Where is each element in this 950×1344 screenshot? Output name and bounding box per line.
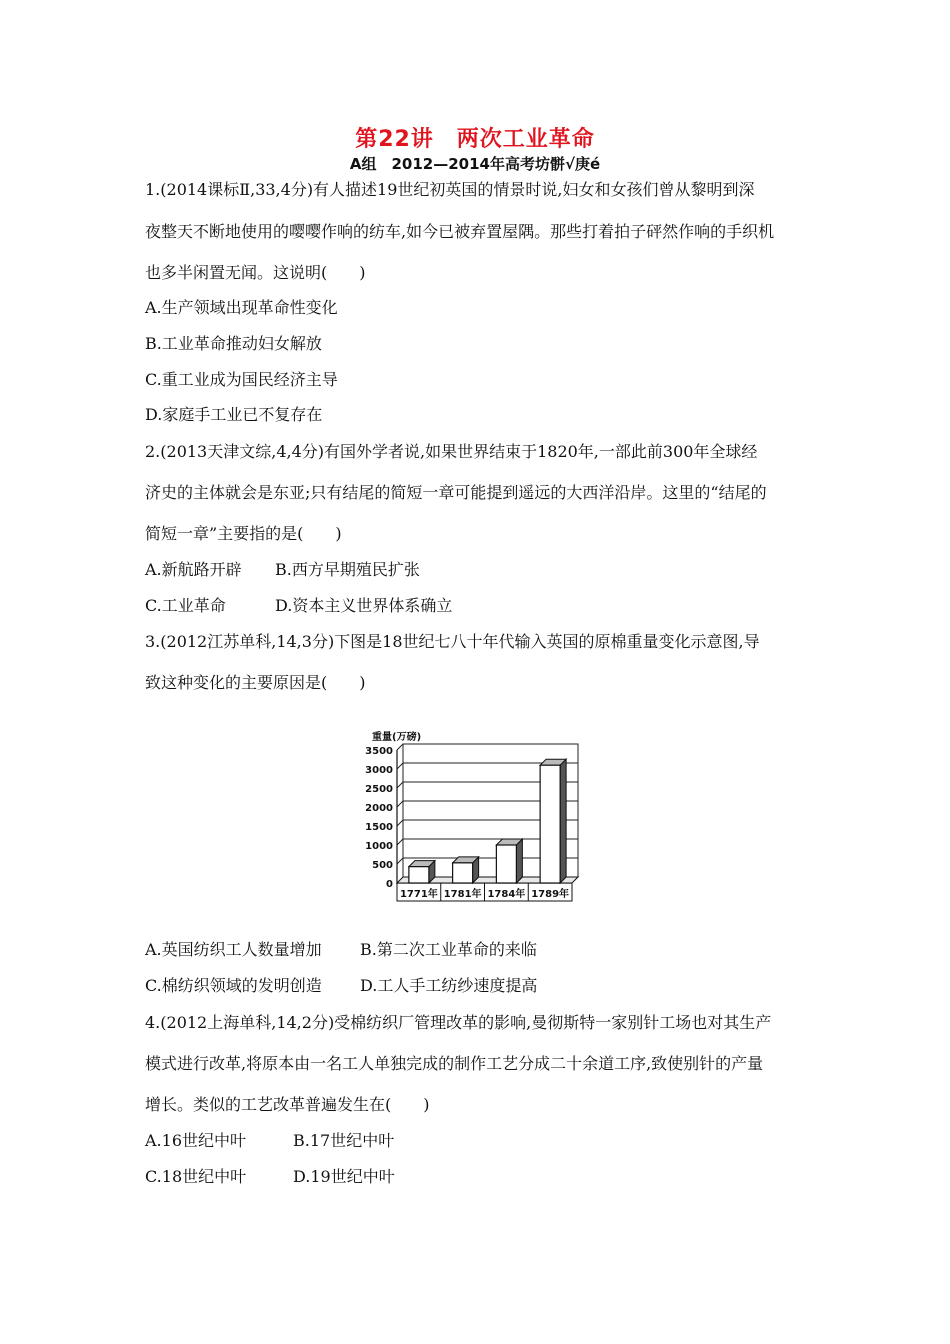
y-tick-label: 3000: [365, 765, 393, 776]
question-1-option-c: C.重工业成为国民经济主导: [145, 370, 338, 389]
y-tick-label: 500: [372, 860, 393, 871]
x-tick-label: 1789年: [531, 889, 570, 900]
question-4-line-2: 模式进行改革,将原本由一名工人单独完成的制作工艺分成二十余道工序,致使别针的产量: [145, 1054, 764, 1073]
question-1-line-1: 1.(2014课标Ⅱ,33,4分)有人描述19世纪初英国的情景时说,妇女和女孩们曾从黎明到深: [145, 180, 755, 199]
gridline-side: [397, 839, 403, 845]
bar: [496, 845, 516, 883]
gridline-side: [397, 820, 403, 826]
chart-svg: [360, 726, 590, 904]
y-axis-label: 重量(万磅): [372, 732, 422, 743]
question-2-option-a: A.新航路开辟: [145, 560, 242, 579]
x-tick-label: 1781年: [443, 889, 482, 900]
x-tick-label: 1771年: [399, 889, 438, 900]
y-tick-label: 0: [386, 879, 393, 890]
y-tick-label: 3500: [365, 746, 393, 757]
question-4-option-b: B.17世纪中叶: [293, 1131, 395, 1150]
cotton-import-chart: [360, 726, 590, 904]
y-tick-label: 2000: [365, 803, 393, 814]
x-tick-label: 1784年: [487, 889, 526, 900]
question-4-line-3: 增长。类似的工艺改革普遍发生在( ): [145, 1095, 430, 1114]
y-tick-label: 1500: [365, 822, 393, 833]
y-tick-label: 2500: [365, 784, 393, 795]
question-2-line-3: 简短一章”主要指的是( ): [145, 524, 342, 543]
question-4-option-c: C.18世纪中叶: [145, 1167, 247, 1186]
question-1-line-2: 夜整天不断地使用的嘤嘤作响的纺车,如今已被弃置屋隅。那些打着拍子砰然作响的手织机: [145, 222, 775, 241]
bar-side: [516, 839, 522, 883]
question-4-option-a: A.16世纪中叶: [145, 1131, 247, 1150]
page-title: 第22讲 两次工业革命: [355, 127, 595, 152]
question-1-option-a: A.生产领域出现革命性变化: [145, 298, 338, 317]
gridline-side: [397, 763, 403, 769]
question-1-option-b: B.工业革命推动妇女解放: [145, 334, 322, 353]
question-3-option-b: B.第二次工业革命的来临: [360, 940, 537, 959]
gridline-side: [397, 858, 403, 864]
bar: [409, 867, 429, 883]
question-3-option-d: D.工人手工纺纱速度提高: [360, 976, 538, 995]
bar: [540, 765, 560, 883]
question-2-option-c: C.工业革命: [145, 596, 226, 615]
question-1-line-3: 也多半闲置无闻。这说明( ): [145, 263, 366, 282]
question-2-option-b: B.西方早期殖民扩张: [275, 560, 420, 579]
gridline-side: [397, 801, 403, 807]
question-4-option-d: D.19世纪中叶: [293, 1167, 395, 1186]
y-tick-label: 1000: [365, 841, 393, 852]
question-2-line-2: 济史的主体就会是东亚;只有结尾的简短一章可能提到遥远的大西洋沿岸。这里的“结尾的: [145, 483, 767, 502]
question-2-option-d: D.资本主义世界体系确立: [275, 596, 453, 615]
question-1-option-d: D.家庭手工业已不复存在: [145, 405, 323, 424]
question-3-option-c: C.棉纺织领域的发明创造: [145, 976, 322, 995]
bar: [453, 863, 473, 883]
question-3-line-1: 3.(2012江苏单科,14,3分)下图是18世纪七八十年代输入英国的原棉重量变化示意图,导: [145, 632, 760, 651]
question-3-option-a: A.英国纺织工人数量增加: [145, 940, 322, 959]
question-2-line-1: 2.(2013天津文综,4,4分)有国外学者说,如果世界结束于1820年,一部此前300年全球经: [145, 442, 758, 461]
question-4-line-1: 4.(2012上海单科,14,2分)受棉纺织厂管理改革的影响,曼彻斯特一家别针工场也对其生产: [145, 1013, 772, 1032]
question-3-line-2: 致这种变化的主要原因是( ): [145, 673, 366, 692]
gridline-side: [397, 782, 403, 788]
section-subtitle: A组 2012—2014年高考坊骿√庚é: [349, 155, 601, 173]
bar-side: [560, 759, 566, 883]
gridline-side: [397, 744, 403, 750]
